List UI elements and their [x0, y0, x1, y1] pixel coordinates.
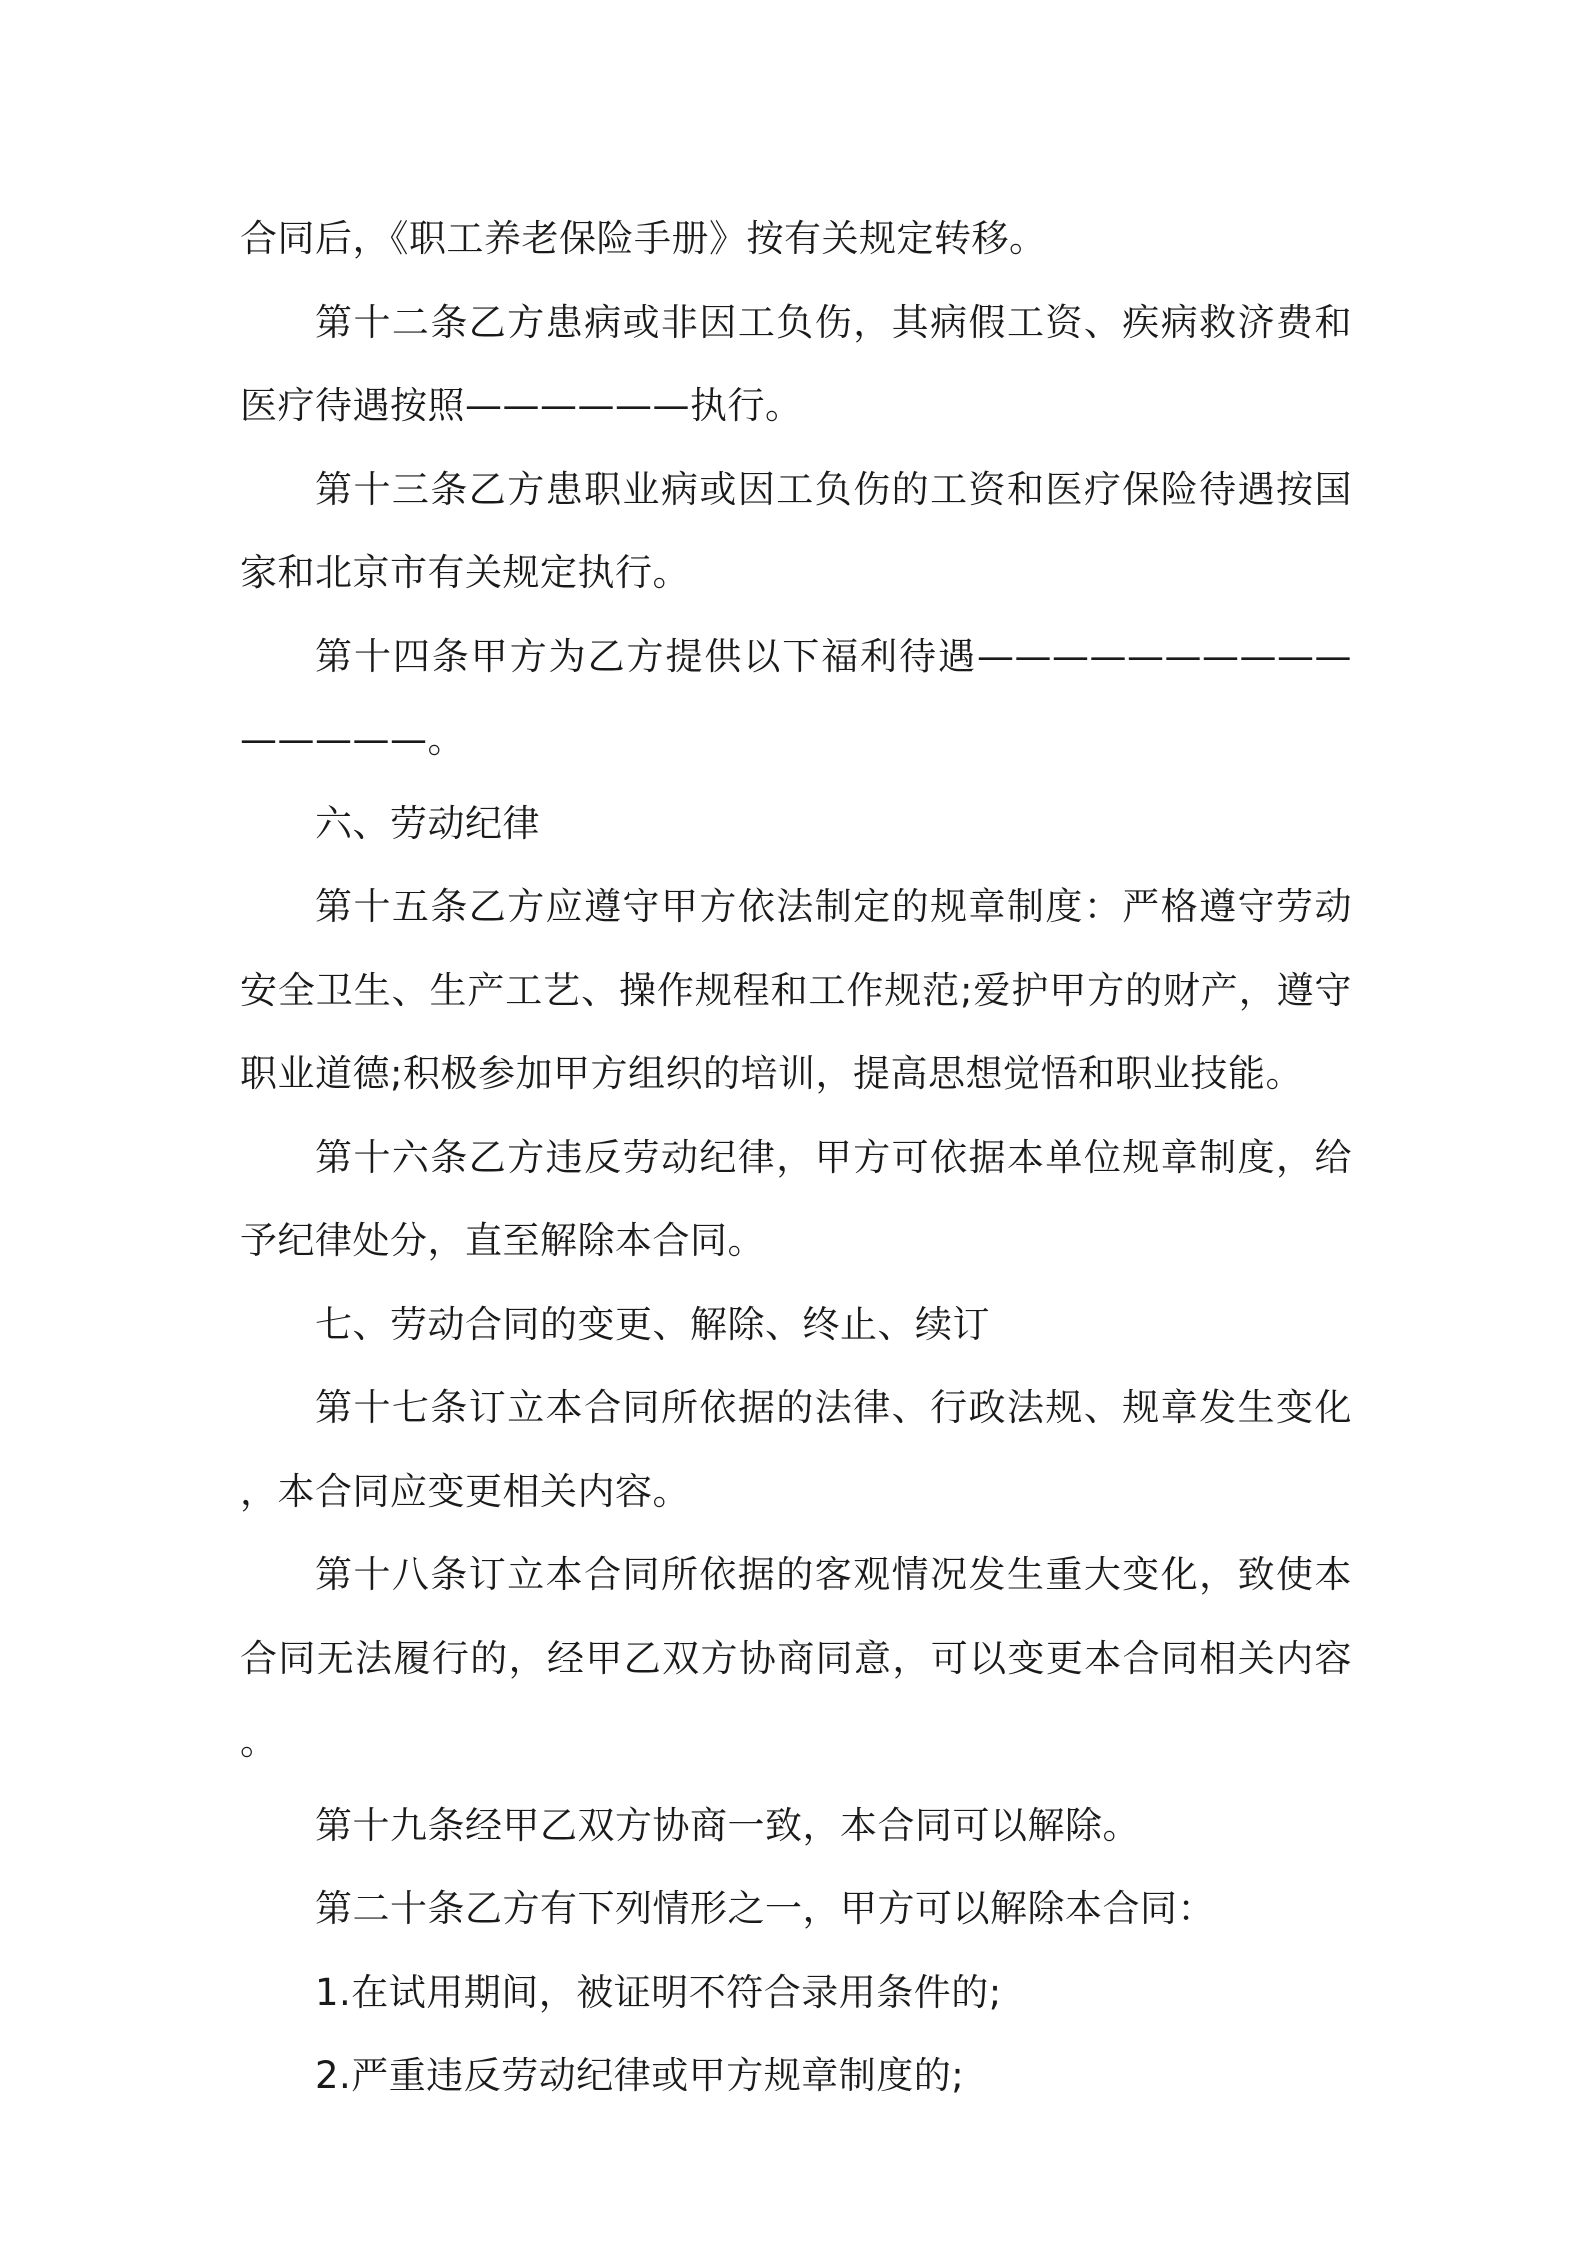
paragraph-article-15: 第十五条乙方应遵守甲方依法制定的规章制度：严格遵守劳动安全卫生、生产工艺、操作规程和工作规范;爱护甲方的财产，遵守职业道德;积极参加甲方组织的培训，提高思想觉悟和职业技能。: [240, 885, 1352, 1095]
paragraph-article-17: 第十七条订立本合同所依据的法律、行政法规、规章发生变化，本合同应变更相关内容。: [240, 1386, 1352, 1513]
paragraph-article-14: 第十四条甲方为乙方提供以下福利待遇———————————————。: [240, 634, 1352, 761]
paragraph-article-16: 第十六条乙方违反劳动纪律，甲方可依据本单位规章制度，给予纪律处分，直至解除本合同。: [240, 1135, 1352, 1262]
paragraph-article-12: 第十二条乙方患病或非因工负伤，其病假工资、疾病救济费和医疗待遇按照——————执行。: [240, 300, 1352, 427]
paragraph-pension-transfer: 合同后，《职工养老保险手册》按有关规定转移。: [240, 217, 1047, 260]
paragraph-article-13: 第十三条乙方患职业病或因工负伤的工资和医疗保险待遇按国家和北京市有关规定执行。: [240, 467, 1352, 594]
paragraph-article-20: 第二十条乙方有下列情形之一，甲方可以解除本合同：: [315, 1887, 1215, 1930]
section-heading-labor-discipline: 六、劳动纪律: [315, 801, 540, 845]
paragraph-article-18: 第十八条订立本合同所依据的客观情况发生重大变化，致使本合同无法履行的，经甲乙双方协商同意，可以变更本合同相关内容。: [240, 1553, 1352, 1763]
contract-body-text: [240, 197, 1352, 2118]
paragraph-article-19: 第十九条经甲乙双方协商一致，本合同可以解除。: [315, 1803, 1140, 1847]
section-heading-contract-changes: 七、劳动合同的变更、解除、终止、续订: [315, 1302, 990, 1346]
list-item-article-20-1: 1.在试用期间，被证明不符合录用条件的;: [315, 1970, 1002, 2014]
list-item-article-20-2: 2.严重违反劳动纪律或甲方规章制度的;: [315, 2054, 965, 2097]
